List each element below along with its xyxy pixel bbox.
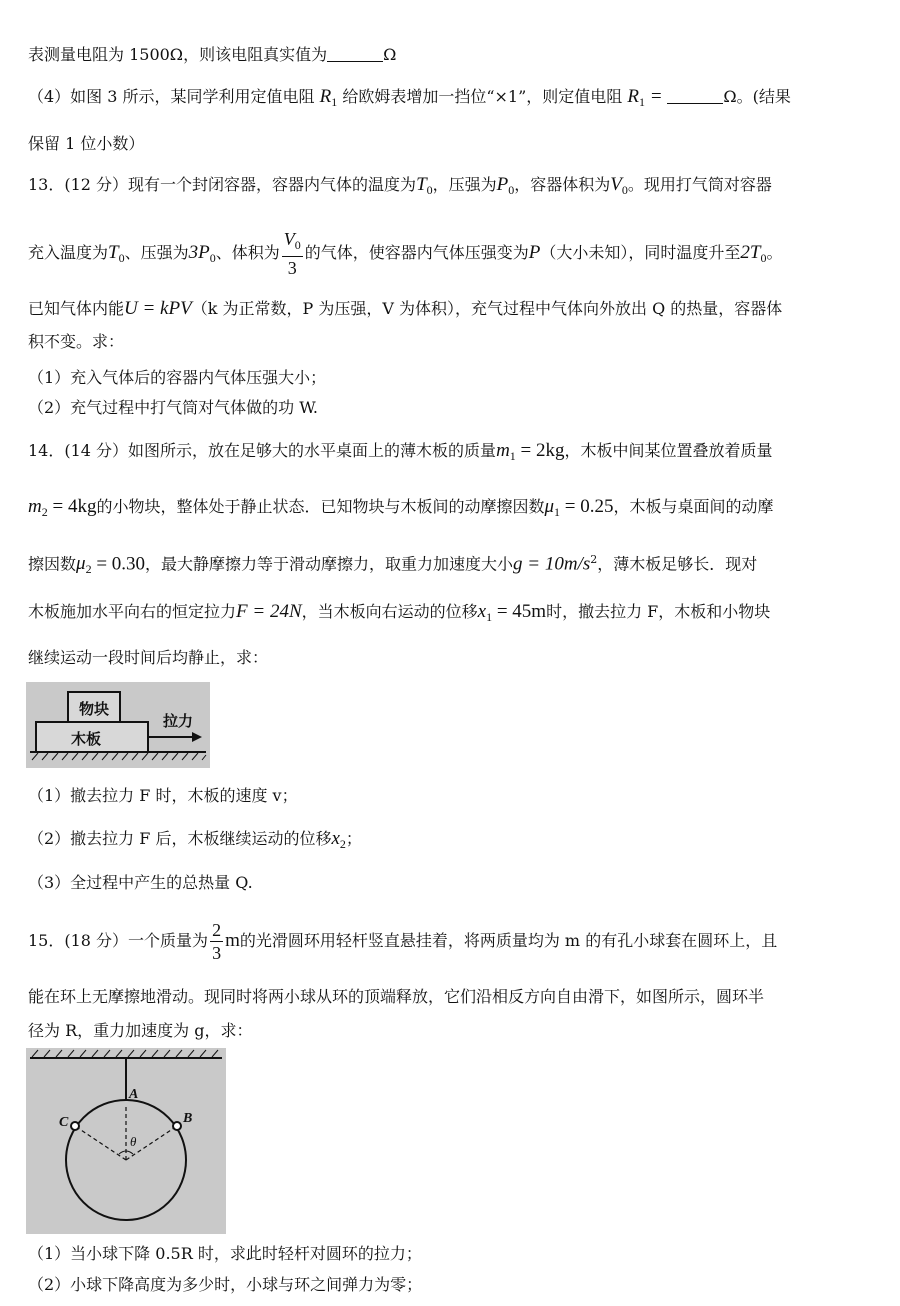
q14-line-4: 木板施加水平向右的恒定拉力F = 24N，当木板向右运动的位移$x_1 = 45m$时，撤去拉力 F，木板和小物块 [28, 601, 771, 624]
q14-line-3: 擦因数$\mu_2 = 0.30$，最大静摩擦力等于滑动摩擦力，取重力加速度大小$g = 10m/s^2$，薄木板足够长．现对 [28, 553, 758, 577]
figure-block-board [26, 682, 210, 768]
force-label: 拉力 [162, 712, 194, 730]
q14-sub-2: （2）撤去拉力 F 后，木板继续运动的位移$x_2$； [28, 828, 362, 851]
bead-C [71, 1122, 79, 1130]
q13-line-1: 13．(12 分）现有一个封闭容器，容器内气体的温度为$T_0$，压强为$P_0$，容器体积为$V_0$。现用打气筒对容器 [28, 174, 772, 197]
text: （4）如图 3 所示，某同学利用定值电阻 [28, 87, 315, 106]
q13-line-4: 积不变。求： [28, 332, 125, 351]
label-A: A [129, 1087, 139, 1102]
q13-sub-2: （2）充气过程中打气筒对气体做的功 W. [28, 398, 319, 417]
q15-sub-1: （1）当小球下降 0.5R 时，求此时轻杆对圆环的拉力； [28, 1244, 422, 1263]
board-label: 木板 [70, 730, 102, 748]
answer-blank [667, 87, 723, 104]
bead-B [173, 1122, 181, 1130]
q15-sub-2: （2）小球下降高度为多少时，小球与环之间弹力为零； [28, 1275, 423, 1294]
line-2 [28, 86, 791, 113]
figure-ring-svg [26, 1048, 226, 1234]
q13-line-2: 充入温度为$T_0$、压强为$3P_0$、体积为 $\frac{V_0}{3}$ 的气体，使容器内气体压强变为P（大小未知），同时温度升至$2T_0$。 [28, 229, 783, 278]
q14-line-5: 继续运动一段时间后均静止，求： [28, 648, 269, 667]
line-1 [28, 44, 396, 66]
text: 表测量电阻为 1500Ω，则该电阻真实值为 [28, 45, 328, 64]
unit: Ω [383, 45, 397, 64]
q14-line-2: $m_2 = 4kg$的小物块，整体处于静止状态．已知物块与木板间的动摩擦因数$\mu_1 = 0.25$，木板与桌面间的动摩 [28, 496, 774, 519]
text: 给欧姆表增加一挡位“×1”，则定值电阻 [342, 87, 623, 106]
q14-sub-1: （1）撤去拉力 F 时，木板的速度 v； [28, 786, 298, 805]
fraction-2-3: $\frac{2}{3}$ [212, 920, 222, 963]
q13-sub-1: （1）充入气体后的容器内气体压强大小； [28, 368, 327, 387]
block-label: 物块 [78, 700, 110, 718]
q14-sub-3: （3）全过程中产生的总热量 Q. [28, 873, 253, 892]
figure-block-board-svg [26, 682, 210, 768]
math-R1: $R_1$ [319, 86, 338, 109]
q15-line-1: 15．(18 分）一个质量为 $\frac{2}{3}$ m的光滑圆环用轻杆竖直悬挂着，将两质量均为 m 的有孔小球套在圆环上，且 [28, 920, 778, 963]
math-R1-eq: $R_1$ = [627, 86, 668, 109]
fraction-V0-3: $\frac{V_0}{3}$ [283, 229, 301, 278]
label-theta: θ [130, 1134, 137, 1149]
answer-blank [327, 45, 383, 62]
q14-line-1: 14．(14 分）如图所示，放在足够大的水平桌面上的薄木板的质量$m_1 = 2kg$，木板中间某位置叠放着质量 [28, 440, 773, 463]
text: Ω。(结果 [723, 87, 791, 106]
label-C: C [59, 1115, 69, 1130]
q13-line-3: 已知气体内能U = kPV（k 为正常数，P 为压强，V 为体积），充气过程中气体向外放出 Q 的热量，容器体 [28, 298, 783, 319]
figure-ring [26, 1048, 226, 1234]
line-3: 保留 1 位小数） [28, 134, 145, 153]
q15-line-3: 径为 R，重力加速度为 g，求： [28, 1021, 253, 1040]
q15-line-2: 能在环上无摩擦地滑动。现同时将两小球从环的顶端释放，它们沿相反方向自由滑下，如图所示，圆环半 [28, 987, 765, 1006]
label-B: B [183, 1111, 193, 1126]
